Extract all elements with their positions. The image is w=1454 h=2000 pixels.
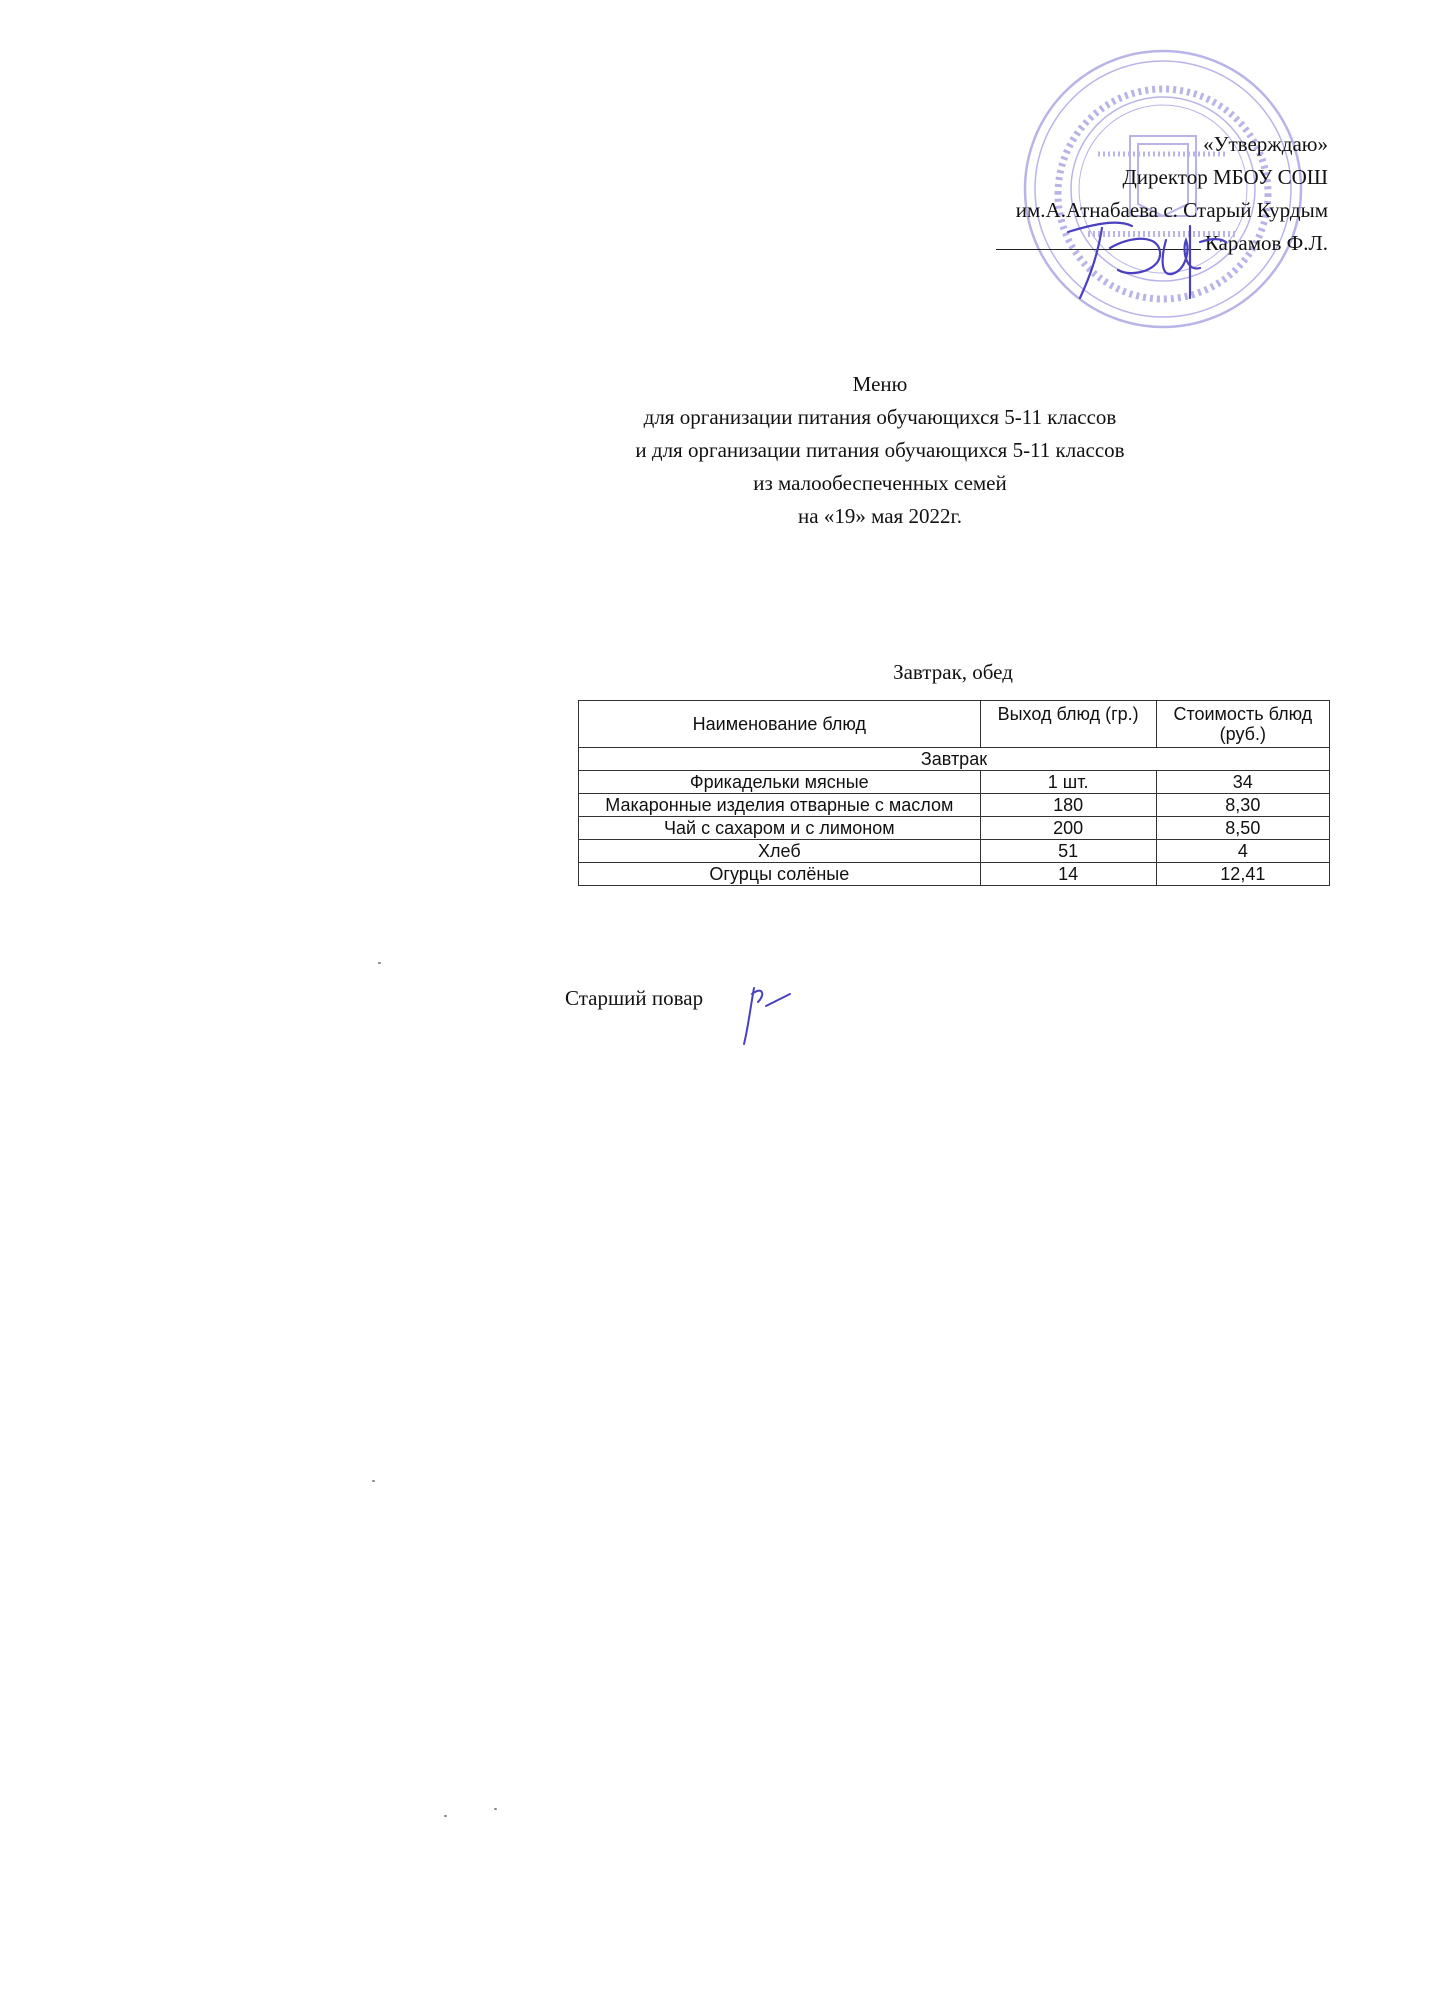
title-line-1: Меню <box>852 372 908 396</box>
menu-table <box>578 700 1330 886</box>
director-position: Директор МБОУ СОШ <box>1122 165 1328 189</box>
title-line-3: и для организации питания обучающихся 5-11 классов <box>635 438 1125 462</box>
header-cost: Стоимость блюд (руб.) <box>1156 701 1329 748</box>
dish-yield: 200 <box>980 817 1156 840</box>
dish-cost: 4 <box>1156 840 1329 863</box>
scan-speck <box>444 1815 447 1817</box>
section-breakfast: Завтрак <box>579 748 1330 771</box>
section-row <box>579 748 1330 771</box>
table-row <box>579 794 1330 817</box>
table-row <box>579 817 1330 840</box>
dish-name: Фрикадельки мясные <box>579 771 981 794</box>
title-line-5: на «19» мая 2022г. <box>798 504 962 528</box>
cook-signature-icon <box>736 980 806 1050</box>
dish-yield: 1 шт. <box>980 771 1156 794</box>
title-line-2: для организации питания обучающихся 5-11 классов <box>643 405 1117 429</box>
title-line-4: из малообеспеченных семей <box>753 471 1007 495</box>
head-cook-label: Старший повар <box>565 986 704 1010</box>
school-name: им.А.Атнабаева с. Старый Курдым <box>1015 198 1328 222</box>
scan-speck <box>494 1808 497 1810</box>
scan-speck <box>378 962 381 964</box>
menu-title <box>560 368 1200 533</box>
dish-cost: 34 <box>1156 771 1329 794</box>
director-signature-icon <box>1040 212 1230 312</box>
dish-yield: 51 <box>980 840 1156 863</box>
dish-cost: 12,41 <box>1156 863 1329 886</box>
dish-name: Хлеб <box>579 840 981 863</box>
table-row <box>579 840 1330 863</box>
table-row <box>579 863 1330 886</box>
dish-cost: 8,50 <box>1156 817 1329 840</box>
scan-speck <box>372 1480 375 1482</box>
dish-yield: 180 <box>980 794 1156 817</box>
dish-yield: 14 <box>980 863 1156 886</box>
table-header-row <box>579 701 1330 748</box>
approve-label: «Утверждаю» <box>1203 132 1328 156</box>
dish-cost: 8,30 <box>1156 794 1329 817</box>
dish-name: Макаронные изделия отварные с маслом <box>579 794 981 817</box>
dish-name: Чай с сахаром и с лимоном <box>579 817 981 840</box>
header-yield: Выход блюд (гр.) <box>980 701 1156 748</box>
table-row <box>579 771 1330 794</box>
dish-name: Огурцы солёные <box>579 863 981 886</box>
director-name: Карамов Ф.Л. <box>1204 231 1328 255</box>
meal-caption: Завтрак, обед <box>893 660 1013 684</box>
header-name: Наименование блюд <box>579 701 981 748</box>
